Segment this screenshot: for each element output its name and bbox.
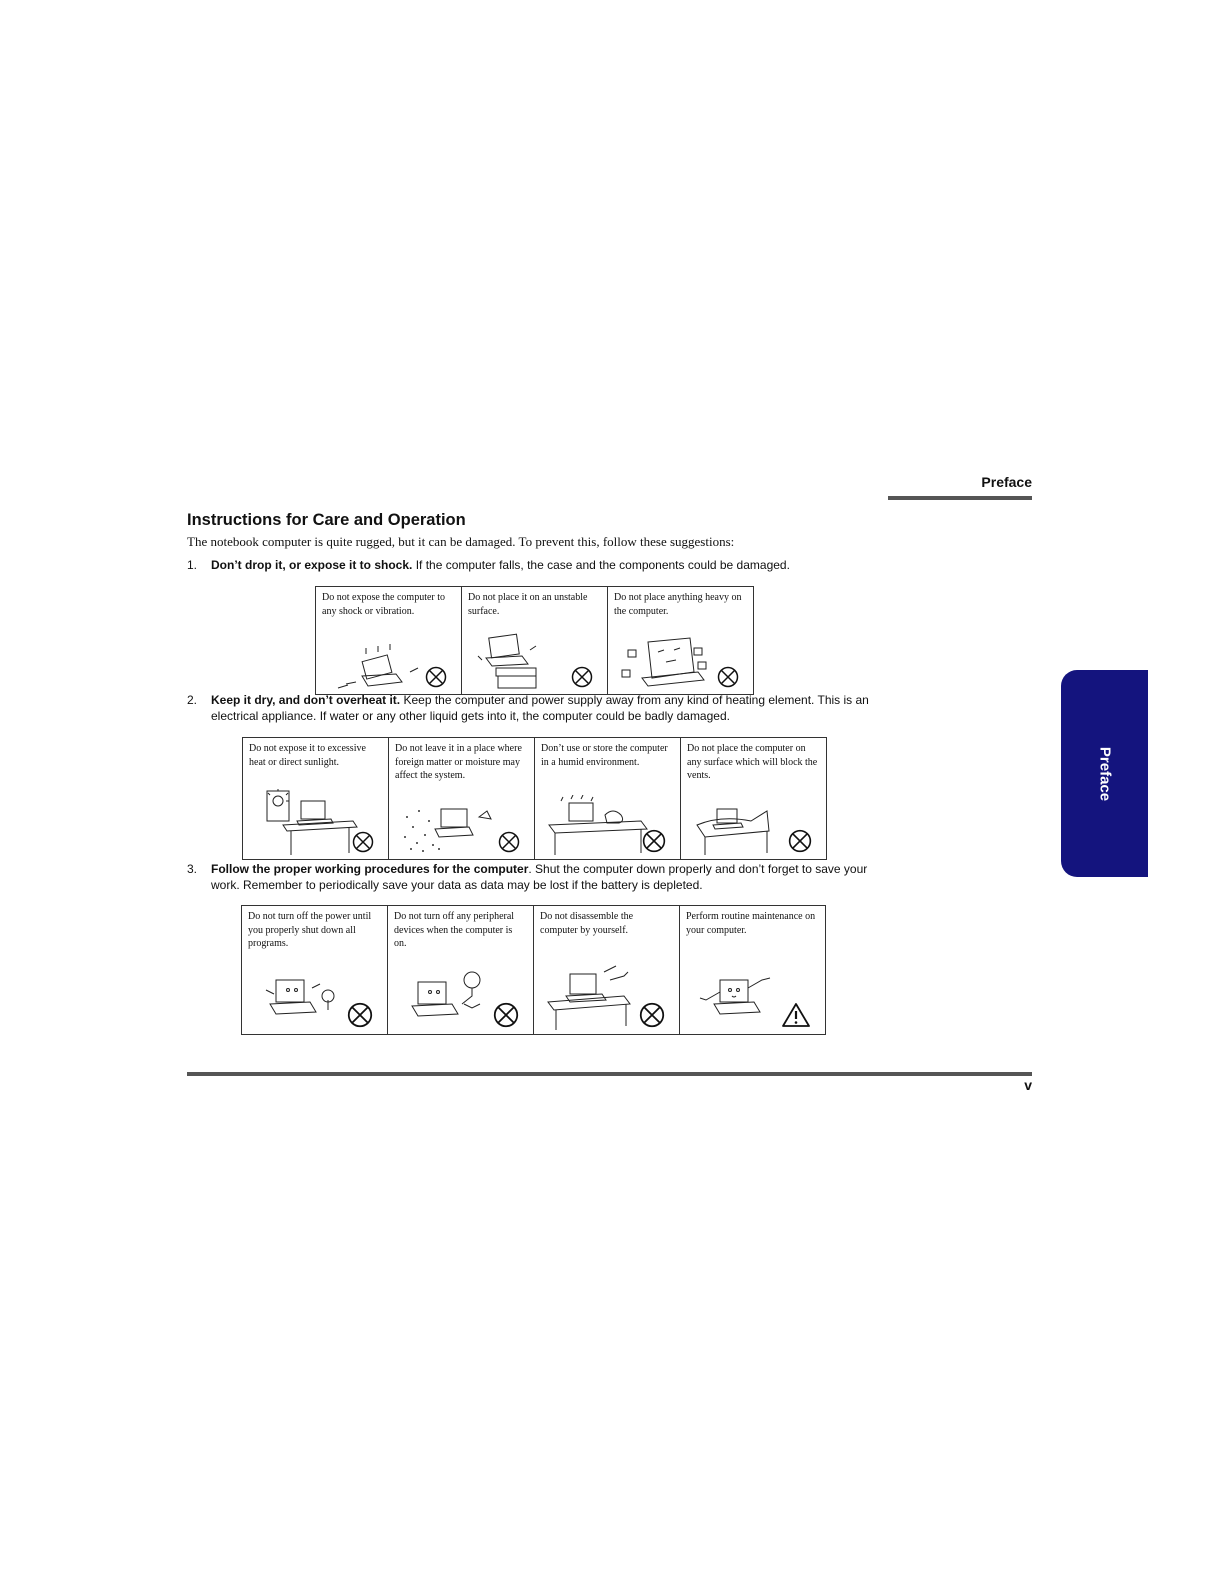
card-caption: Do not turn off any peripheral devices when the computer is on. bbox=[394, 911, 515, 949]
item-number: 3. bbox=[187, 862, 198, 876]
care-card bbox=[389, 738, 535, 860]
dust-illustration bbox=[399, 797, 499, 857]
item-heading: Keep it dry, and don’t overheat it. bbox=[211, 693, 401, 707]
intro-paragraph: The notebook computer is quite rugged, but it can be damaged. To prevent this, follow these suggestions: bbox=[187, 534, 735, 549]
card-caption: Don’t use or store the computer in a humid environment. bbox=[541, 743, 668, 768]
sunlight-illustration bbox=[253, 787, 363, 857]
prohibited-icon bbox=[352, 831, 374, 853]
care-card bbox=[534, 906, 680, 1035]
item-number: 2. bbox=[187, 693, 198, 707]
maintenance-illustration bbox=[690, 966, 790, 1032]
humid-illustration bbox=[545, 795, 655, 857]
blocked-vents-illustration bbox=[691, 801, 781, 857]
prohibited-icon bbox=[639, 1002, 665, 1028]
prohibited-icon bbox=[571, 666, 593, 688]
care-card bbox=[242, 906, 388, 1035]
item-text: . Shut the computer down properly and don’t forget to save your work. Remember to periodically save your data as data may be lost if the battery is depleted. bbox=[211, 862, 868, 892]
page-number: v bbox=[1024, 1077, 1032, 1093]
item-text: If the computer falls, the case and the components could be damaged. bbox=[412, 558, 790, 572]
prohibited-icon bbox=[347, 1002, 373, 1028]
card-caption: Do not place it on an unstable surface. bbox=[468, 592, 588, 617]
prohibited-icon bbox=[493, 1002, 519, 1028]
power-off-illustration bbox=[252, 966, 352, 1032]
illustration-table-3 bbox=[241, 905, 826, 1035]
unstable-laptop-illustration bbox=[472, 630, 552, 692]
care-card bbox=[243, 738, 389, 860]
care-card bbox=[608, 587, 754, 695]
disassemble-illustration bbox=[544, 962, 644, 1032]
footer-rule bbox=[187, 1072, 1032, 1076]
instruction-item-3 bbox=[187, 861, 877, 893]
care-card bbox=[681, 738, 827, 860]
prohibited-icon bbox=[498, 831, 520, 853]
illustration-table-2 bbox=[242, 737, 827, 860]
item-number: 1. bbox=[187, 558, 198, 572]
instruction-item-1 bbox=[187, 557, 877, 573]
prohibited-icon bbox=[788, 829, 812, 853]
side-tab bbox=[1061, 670, 1148, 877]
care-card bbox=[680, 906, 826, 1035]
prohibited-icon bbox=[717, 666, 739, 688]
prohibited-icon bbox=[642, 829, 666, 853]
page-title: Instructions for Care and Operation bbox=[187, 511, 466, 529]
prohibited-icon bbox=[425, 666, 447, 688]
card-caption: Do not place anything heavy on the computer. bbox=[614, 592, 742, 617]
care-card bbox=[316, 587, 462, 695]
heavy-object-illustration bbox=[618, 628, 708, 692]
instruction-item-2 bbox=[187, 692, 877, 724]
card-caption: Perform routine maintenance on your computer. bbox=[686, 911, 816, 936]
care-card bbox=[462, 587, 608, 695]
card-caption: Do not place the computer on any surface which will block the vents. bbox=[687, 743, 818, 781]
card-caption: Do not leave it in a place where foreign matter or moisture may affect the system. bbox=[395, 743, 522, 781]
card-caption: Do not disassemble the computer by yourself. bbox=[540, 911, 634, 936]
care-card bbox=[388, 906, 534, 1035]
card-caption: Do not expose it to excessive heat or direct sunlight. bbox=[249, 743, 366, 768]
illustration-table-1 bbox=[315, 586, 754, 695]
running-header: Preface bbox=[981, 474, 1032, 490]
item-heading: Follow the proper working procedures for the computer bbox=[211, 862, 529, 876]
card-caption: Do not turn off the power until you properly shut down all programs. bbox=[248, 911, 372, 949]
care-card bbox=[535, 738, 681, 860]
item-heading: Don’t drop it, or expose it to shock. bbox=[211, 558, 413, 572]
warning-icon bbox=[781, 1002, 811, 1028]
item-text: Keep the computer and power supply away from any kind of heating element. This is an electrical appliance. If water or any other liquid gets into it, the computer could be badly damaged. bbox=[211, 693, 869, 723]
peripheral-illustration bbox=[398, 966, 498, 1032]
card-caption: Do not expose the computer to any shock or vibration. bbox=[322, 592, 446, 617]
header-rule bbox=[888, 496, 1032, 500]
dropping-laptop-illustration bbox=[326, 642, 426, 692]
side-tab-label: Preface bbox=[1096, 746, 1113, 801]
